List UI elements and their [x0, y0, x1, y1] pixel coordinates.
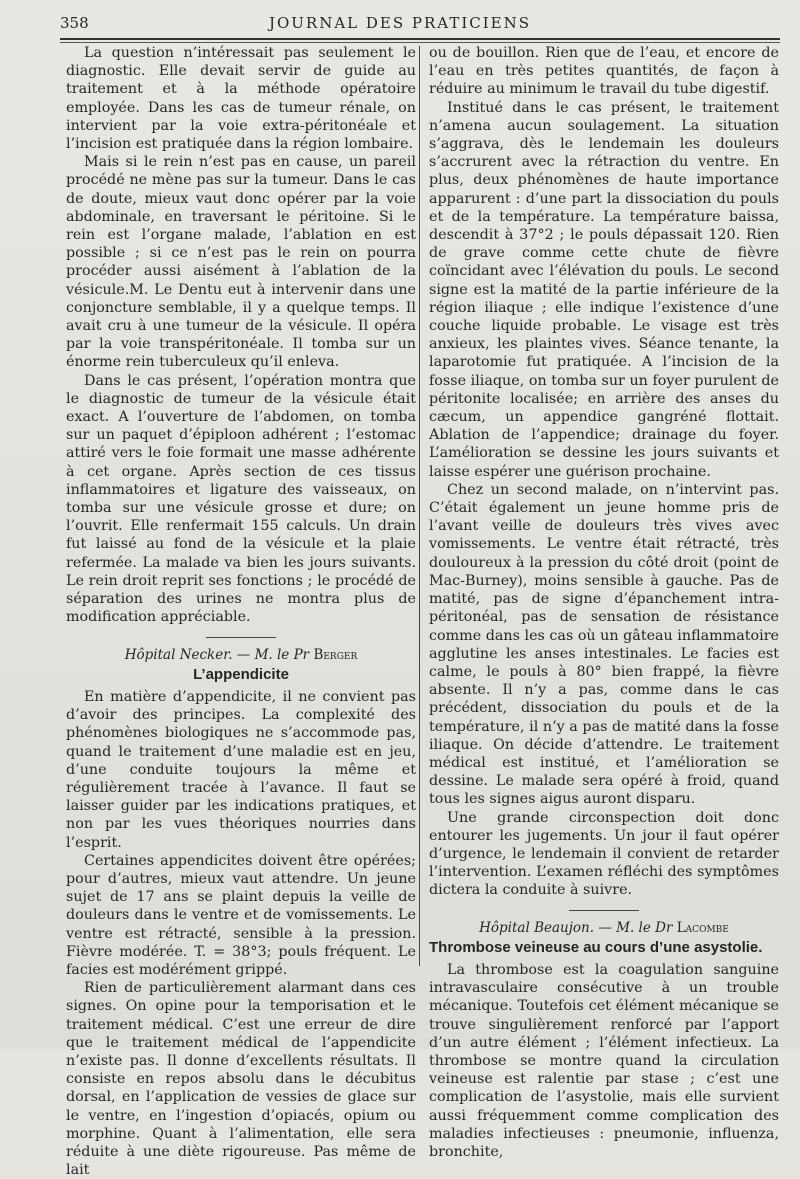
paragraph: Une grande circonspection doit donc entourer les jugements. Un jour il faut opérer d’urgence, le lendemain il convient de retarder l’intervention. L’examen réfléchi des symptômes dictera la conduite à suivre.: [429, 809, 779, 899]
hospital-name: Hôpital Beaujon.: [479, 919, 595, 936]
paragraph: Institué dans le cas présent, le traitement n’amena aucun soulagement. La situation s’aggrava, dès le lendemain les douleurs s’accrurent avec la rétraction du ventre. En plus, deux phénomènes de haute importance apparurent : d’une part la dissociation du pouls et de la température. La température baissa, descendit à 37°2 ; le pouls dépassait 120. Rien de grave comme cette chute de fièvre coïncidant avec l’élévation du pouls. Le second signe est la matité de la partie inférieure de la région iliaque ; elle indique l’existence d’une couche liquide probable. Le visage est très anxieux, les plaintes vives. Séance tenante, la laparotomie fut pratiquée. A l’incision de la fosse iliaque, on tomba sur un foyer purulent de péritonite localisée; en arrière des anses du cæcum, un appendice gangréné flottait. Ablation de l’appendice; drainage du foyer. L’amélioration se dessine les jours suivants et laisse espérer une guérison prochaine.: [429, 99, 779, 480]
page-number: 358: [60, 14, 89, 32]
paragraph: En matière d’appendicite, il ne convient pas d’avoir des principes. La complexité des phénomènes biologiques ne s’accommode pas, quand le traitement d’une maladie est en jeu, d’une conduite toujours la même et régulièrement tracée à l’avance. Il faut se laisser guider par les indications pratiques, et non par les vues théoriques nourries dans l’esprit.: [66, 688, 416, 851]
page-header: [0, 10, 800, 36]
section-title: Thrombose veineuse au cours d’une asystolie.: [429, 938, 763, 956]
hospital-byline: [66, 646, 416, 664]
right-column: [429, 44, 779, 1161]
section-title: L’appendicite: [193, 665, 289, 683]
paragraph: Rien de particulièrement alarmant dans ces signes. On opine pour la temporisation et le traitement médical. C’est une erreur de dire que le traitement médical de l’appendicite n’existe pas. Il donne d’excellents résultats. Il consiste en repos absolu dans le décubitus dorsal, en l’application de vessies de glace sur le ventre, en l’ingestion d’opiacés, opium ou morphine. Quant à l’alimentation, elle sera réduite à une diète rigoureuse. Pas même de lait: [66, 980, 416, 1179]
doctor-name: Berger: [313, 646, 358, 663]
paragraph: Mais si le rein n’est pas en cause, un pareil procédé ne mène pas sur la tumeur. Dans le cas de doute, mieux vaut donc opérer par la voie abdominale, en traversant le péritoine. Si le rein est l’organe malade, l’ablation en est possible ; si ce n’est pas le rein on pourra procéder aussi aisément à l’ablation de la vésicule.M. Le Dentu eut à intervenir dans une conjoncture semblable, il y a quelque temps. Il avait cru à une tumeur de la vésicule. Il opéra par la voie transpéritonéale. Il tomba sur un énorme rein tuberculeux qu’il enleva.: [66, 154, 416, 371]
section-divider: [206, 637, 276, 638]
running-title: JOURNAL DES PRATICIENS: [268, 14, 532, 32]
doctor-name: Lacombe: [676, 919, 729, 936]
paragraph: Certaines appendicites doivent être opérées; pour d’autres, mieux vaut attendre. Un jeune sujet de 17 ans se plaint depuis la veille de douleurs dans le ventre et de vomissements. Le ventre est rétracté, sensible à la pression. Fièvre modérée. T. = 38°3; pouls fréquent. Le facies est modérément grippé.: [66, 852, 416, 978]
paragraph: La question n’intéressait pas seulement le diagnostic. Elle devait servir de guide au traitement et à la méthode opératoire employée. Dans les cas de tumeur rénale, on intervient par la voie extra-péritonéale et l’incision est pratiquée dans la région lombaire.: [66, 45, 416, 153]
doctor-prefix: — M. le Dr: [598, 919, 673, 936]
header-rule: [60, 38, 780, 40]
hospital-name: Hôpital Necker.: [124, 646, 233, 663]
paragraph: Dans le cas présent, l’opération montra que le diagnostic de tumeur de la vésicule était exact. A l’ouverture de l’abdomen, on tomba sur un paquet d’épiploon adhérent ; l’estomac attiré vers le foie formait une masse adhérente à cet organe. Après section de ces tissus inflammatoires et ligature des vaisseaux, on tomba sur une vésicule grosse et dure; on l’ouvrit. Elle renfermait 155 calculs. Un drain fut laissé au fond de la vésicule et la plaie refermée. La malade va bien les jours suivants. Le rein droit reprit ses fonctions ; le procédé de séparation des urines ne montra plus de modification appréciable.: [66, 372, 416, 626]
paragraph: Chez un second malade, on n’intervint pas. C’était également un jeune homme pris de l’avant veille de douleurs très vives avec vomissements. Le ventre était rétracté, très douloureux à la pression du côté droit (point de Mac-Burney), moins sensible à gauche. Pas de matité, pas de signe d’épanchement intra-péritonéal, pas de sensation de résistance comme dans les cas où un gâteau inflammatoire agglutine les anses intestinales. Le facies est calme, le pouls à 80° bien frappé, la fièvre absente. Il n’y a pas, comme dans le cas précédent, dissociation du pouls et de la température, il n’y a pas de matité dans la fosse iliaque. On décide d’attendre. Le traitement médical est institué, et l’amélioration se dessine. Le malade sera opéré à froid, quand tous les signes aigus auront disparu.: [429, 481, 780, 808]
column-divider: [419, 46, 420, 966]
section-divider: [569, 910, 639, 911]
paragraph: ou de bouillon. Rien que de l’eau, et encore de l’eau en très petites quantités, de façon à réduire au minimum le travail du tube digestif.: [429, 45, 779, 98]
header-rule-thin: [60, 42, 780, 43]
hospital-byline: [429, 919, 779, 937]
paragraph: La thrombose est la coagulation sanguine intravasculaire consécutive à un trouble mécanique. Toutefois cet élément mécanique se trouve singulièrement renforcé par l’apport d’un autre élément ; l’élément infectieux. La thrombose se montre quand la circulation veineuse est ralentie par stase ; c’est une complication de l’asystolie, mais elle survient aussi fréquemment comme complication des maladies infectieuses : pneumonie, influenza, bronchite,: [429, 961, 779, 1160]
left-column: [66, 44, 416, 1179]
doctor-prefix: — M. le Pr: [236, 646, 310, 663]
